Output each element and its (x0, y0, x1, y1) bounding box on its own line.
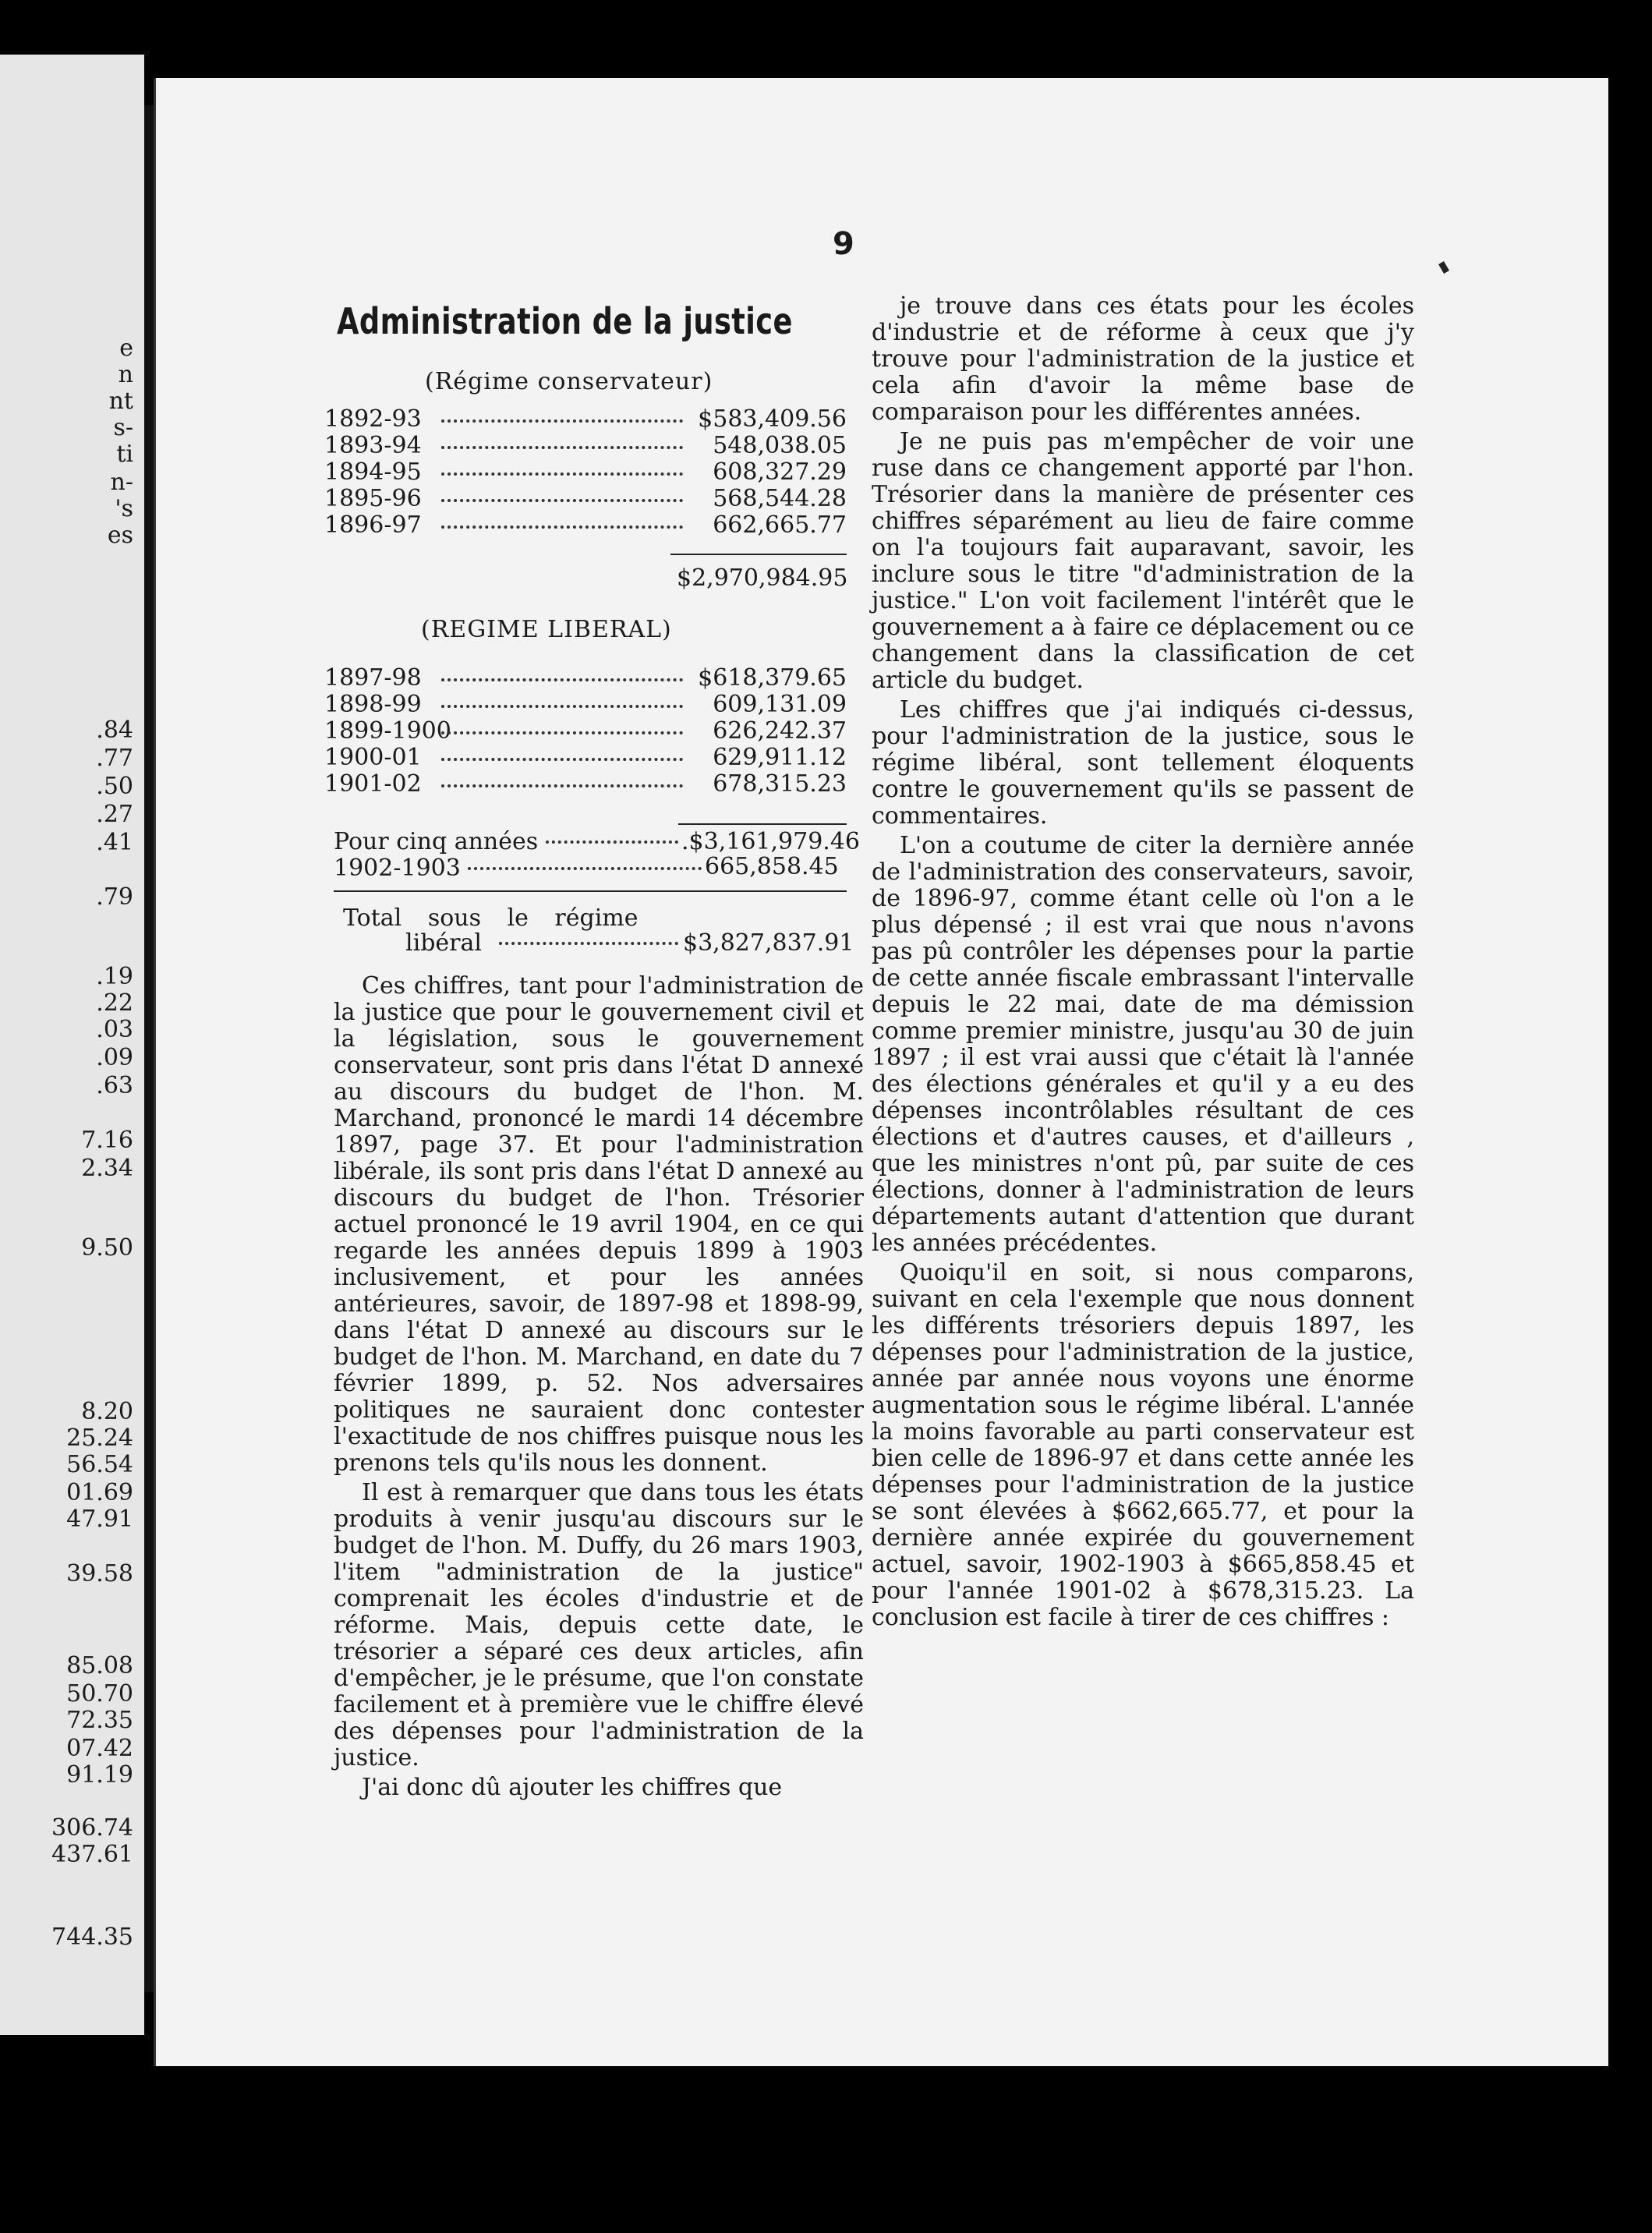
extra-year-leader (468, 859, 702, 870)
row-value: 629,911.12 (713, 744, 847, 771)
table-row (324, 717, 847, 747)
liberal-total-leader (499, 934, 678, 945)
left-column-text (334, 973, 864, 1801)
left-page-fragment: s- (113, 414, 133, 441)
paragraph: Ces chiffres, tant pour l'administration de la justice que pour le gouvernement civil et la législation, sous le gouvernement conservateur, sont pris dans l'état D annexé au discours du budget de l'hon. M. Marchand, prononcé le mardi 14 décembre 1897, page 37. Et pour l'administration libérale, ils sont pris dans l'état D annexé au discours du budget de l'hon. Trésorier actuel prononcé le 19 avril 1904, en ce qui regarde les années depuis 1899 à 1903 inclusivement, et pour les années antérieures, savoir, de 1897-98 et 1898-99, dans l'état D annexé au discours sur le budget de l'hon. M. Marchand, en date du 7 février 1899, p. 52. Nos adversaires politiques ne sauraient donc contester l'exactitude de nos chiffres puisque nous les prenons tels qu'ils nous les donnent. (334, 972, 864, 1477)
left-page-fragment: .19 (96, 963, 133, 990)
conservateur-heading: (Régime conservateur) (425, 368, 713, 395)
left-page-fragment: .50 (96, 773, 133, 800)
left-page-fragment: 8.20 (81, 1398, 133, 1425)
five-years-label: Pour cinq années (334, 828, 539, 855)
dot-leader (441, 784, 683, 787)
paragraph: Les chiffres que j'ai indiqués ci-dessus, pour l'administration de la justice, sous le régime libéral, sont tellement éloquents contre le gouvernement qu'ils se passent de commentaires. (872, 696, 1414, 830)
left-page-fragment: nt (108, 388, 133, 415)
row-value: 548,038.05 (713, 432, 847, 459)
paragraph: je trouve dans ces états pour les écoles d'industrie et de réforme à ceux que j'y trouve pour l'administration de la justice et cela afin d'avoir la même base de comparaison pour les différentes années. (872, 292, 1414, 426)
row-year: 1897-98 (324, 664, 422, 692)
row-value: 609,131.09 (713, 691, 847, 718)
paragraph: J'ai donc dû ajouter les chiffres que (362, 1774, 783, 1801)
table-row (324, 405, 847, 435)
five-years-value: .$3,161,979.46 (681, 828, 861, 855)
left-page-fragment: .63 (96, 1072, 133, 1099)
paragraph: L'on a coutume de citer la dernière année de l'administration des conservateurs, savoir, de 1896-97, comme étant celle où l'on a le plus dépensé ; il est vrai que nous n'avons pas pû contrôler les dépenses pour la partie de cette année fiscale embrassant l'intervalle depuis le 22 mai, date de ma démission comme premier ministre, jusqu'au 30 de juin 1897 ; il est vrai aussi que c'était là l'année des élections générales et qu'il y a eu des dépenses incontrôlables résultant de ces élections et d'autres causes, et d'ailleurs , que les ministres n'ont pû, par suite de ces élections, donner à l'administration de leurs départements autant d'attention que durant les années précédentes. (872, 832, 1414, 1257)
left-page-fragment: ti (116, 441, 133, 468)
row-year: 1896-97 (324, 511, 422, 539)
dot-leader (441, 499, 683, 502)
subtotal-rule (678, 823, 847, 825)
left-page-fragment: .09 (96, 1044, 133, 1071)
row-value: 608,327.29 (713, 458, 847, 486)
row-year: 1901-02 (324, 770, 422, 798)
extra-year-value: 665,858.45 (705, 853, 839, 880)
row-value: $583,409.56 (698, 405, 847, 433)
dot-leader (441, 419, 683, 423)
left-page-fragment: 01.69 (66, 1479, 133, 1506)
table-row (324, 744, 847, 773)
right-column-text (872, 293, 1414, 1631)
paragraph: Je ne puis pas m'empêcher de voir une ruse dans ce changement apporté par l'hon. Trésorier dans la manière de présenter ces chiffres séparément au lieu de faire comme on l'a toujours fait auparavant, savoir, les inclure sous le titre "d'administration de la justice." L'on voit facilement l'intérêt que le gouvernement a à faire ce déplacement ou ce changement dans la classification de cet article du budget. (872, 428, 1414, 694)
liberal-total-label-2: libéral (405, 929, 482, 957)
ink-speck (1438, 261, 1449, 274)
left-page-fragment: 744.35 (51, 1923, 133, 1951)
left-page-fragment: .27 (96, 801, 133, 828)
left-page-fragment: n (118, 361, 133, 388)
table-row (324, 432, 847, 462)
left-page-fragment: .77 (96, 745, 133, 772)
conservateur-total: $2,970,984.95 (677, 564, 848, 592)
liberal-heading: (REGIME LIBERAL) (421, 616, 672, 643)
left-page-fragment: 7.16 (81, 1127, 133, 1154)
left-page-fragment: 07.42 (66, 1735, 133, 1762)
table-row (324, 664, 847, 694)
liberal-total-label: Total sous le régime (343, 904, 639, 932)
row-year: 1898-99 (324, 691, 422, 718)
left-page-fragment: .22 (96, 989, 133, 1017)
dot-leader (441, 526, 683, 529)
left-page-fragment: 85.08 (66, 1652, 133, 1679)
dot-leader (441, 472, 683, 476)
page-title: Administration de la justice (337, 300, 793, 342)
left-page-fragment: .79 (96, 883, 133, 911)
left-page-fragment: .41 (96, 829, 133, 856)
left-page-fragment: 's (115, 495, 133, 522)
left-page-fragment: 25.24 (66, 1424, 133, 1452)
row-year: 1900-01 (324, 744, 422, 771)
row-value: 626,242.37 (713, 717, 847, 745)
left-page-fragment: 91.19 (66, 1761, 133, 1789)
row-year: 1892-93 (324, 405, 422, 433)
table-row (324, 458, 847, 488)
left-page-fragment: 47.91 (66, 1506, 133, 1533)
dot-leader (441, 731, 683, 734)
table-row (324, 691, 847, 720)
total-rule (670, 554, 847, 555)
row-value: 662,665.77 (713, 511, 847, 539)
left-page-fragment: 50.70 (66, 1680, 133, 1707)
left-page-fragment: 9.50 (81, 1234, 133, 1262)
page-number: 9 (833, 226, 854, 262)
dot-leader (441, 705, 683, 708)
left-page-fragment: 39.58 (66, 1560, 133, 1587)
dot-leader (441, 446, 683, 449)
left-page-fragment: n- (110, 469, 133, 496)
book-spine (144, 105, 154, 1992)
left-page-fragment: 306.74 (51, 1814, 133, 1842)
left-page-fragment: .84 (96, 717, 133, 744)
left-page-fragment: 437.61 (51, 1841, 133, 1868)
left-page-fragment: .03 (96, 1016, 133, 1043)
row-year: 1894-95 (324, 458, 422, 486)
paragraph: Quoiqu'il en soit, si nous comparons, suivant en cela l'exemple que nous donnent les différents trésoriers depuis 1897, les dépenses pour l'administration de la justice, année par année nous voyons une énorme augmentation sous le régime libéral. L'année la moins favorable au parti conservateur est bien celle de 1896-97 et dans cette année les dépenses pour l'administration de la justice se sont élevées à $662,665.77, et pour la dernière année expirée du gouvernement actuel, savoir, 1902-1903 à $665,858.45 et pour l'année 1901-02 à $678,315.23. La conclusion est facile à tirer de ces chiffres : (872, 1259, 1414, 1631)
row-year: 1899-1900 (324, 717, 451, 745)
left-page-fragment: es (107, 522, 133, 549)
row-value: 568,544.28 (713, 485, 847, 512)
liberal-total-value: $3,827,837.91 (683, 929, 854, 957)
left-page-fragment: 2.34 (81, 1155, 133, 1182)
row-value: 678,315.23 (713, 770, 847, 798)
left-page-fragment: 72.35 (66, 1707, 133, 1734)
table-row (324, 485, 847, 515)
previous-page-edge (0, 55, 144, 2035)
left-page-fragment: 56.54 (66, 1451, 133, 1478)
table-row (324, 770, 847, 800)
table-row (324, 511, 847, 541)
dot-leader (441, 758, 683, 761)
left-page-fragment: e (119, 334, 133, 362)
row-value: $618,379.65 (698, 664, 847, 692)
dot-leader (441, 678, 683, 681)
five-years-leader (546, 833, 678, 844)
row-year: 1895-96 (324, 485, 422, 512)
paragraph: Il est à remarquer que dans tous les états produits à venir jusqu'au discours sur le budget de l'hon. M. Duffy, du 26 mars 1903, l'item "administration de la justice" comprenait les écoles d'industrie et de réforme. Mais, depuis cette date, le trésorier a séparé ces deux articles, afin d'empêcher, je le présume, que l'on constate facilement et à première vue le chiffre élevé des dépenses pour l'administration de la justice. (334, 1479, 864, 1771)
grand-total-rule (334, 890, 847, 892)
extra-year: 1902-1903 (334, 855, 461, 882)
row-year: 1893-94 (324, 432, 422, 459)
